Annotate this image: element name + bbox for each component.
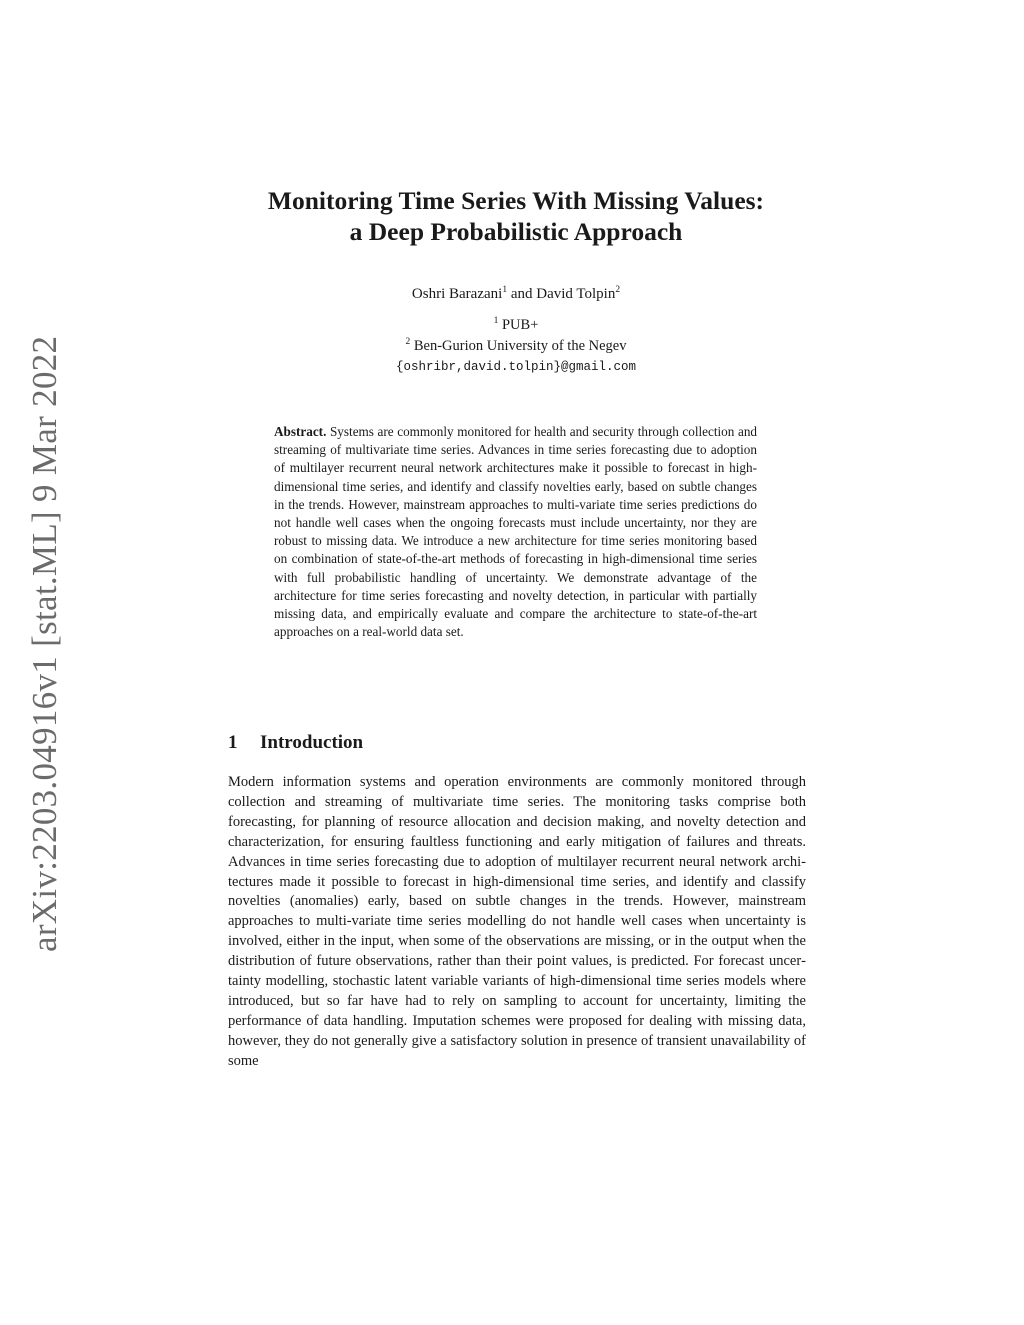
title-line-1: Monitoring Time Series With Missing Values: xyxy=(267,186,765,215)
author-name: David Tolpin xyxy=(536,286,616,302)
abstract-text: Systems are commonly monitored for health and security through collection and streaming of multivariate time series. Advances in time series forecasting due to adoption of multilayer recurrent neural network architectures make it possible to forecast in high-dimensional time series, and identify and classify novelties early, based on subtle changes in the trends. However, mainstream approaches to multi-variate time series predictions do not handle well cases when the ongoing forecasts must include uncertainty, nor they are robust to missing data. We introduce a new architecture for time series monitoring based on combination of state-of-the-art methods of forecasting in high-dimensional time series with full probabilistic handling of uncertainty. We demonstrate advantage of the architecture for time series forecasting and novelty detection, in particular with partially missing data, and empirically evaluate and compare the architecture to state-of-the-art approaches on a real-world data set. xyxy=(274,424,758,640)
author-name: Oshri Barazani xyxy=(411,286,503,302)
affiliation-block xyxy=(226,316,806,377)
title-line-2: a Deep Probabilistic Approach xyxy=(349,217,683,246)
contact-email: {oshribr,david.tolpin}@gmail.com xyxy=(395,360,637,374)
affiliation-mark: 1 xyxy=(502,285,508,295)
affiliation-mark: 1 xyxy=(493,316,499,326)
author-connector: and xyxy=(507,286,537,302)
affiliation-name: Ben-Gurion University of the Negev xyxy=(410,338,627,354)
affiliation-line xyxy=(226,337,806,358)
affiliation-line xyxy=(226,316,806,337)
section-number: 1 xyxy=(228,732,238,753)
section-heading xyxy=(228,731,808,755)
author-list xyxy=(226,284,806,306)
abstract xyxy=(274,423,757,641)
arxiv-identifier-stamp: arXiv:2203.04916v1 [stat.ML] 9 Mar 2022 xyxy=(25,335,64,952)
affiliation-name: PUB+ xyxy=(498,317,539,333)
paper-title xyxy=(226,185,806,247)
abstract-label: Abstract. xyxy=(274,424,327,439)
affiliation-mark: 2 xyxy=(405,337,411,347)
affiliation-mark: 2 xyxy=(615,285,621,295)
section-title: Introduction xyxy=(260,732,364,753)
introduction-paragraph: Modern information systems and operation environments are commonly monitored through collection and streaming of multivariate time series. The monitoring tasks comprise both forecasting, for planning of resource allocation and decision making, and novelty detection and characterization, for ensuring faultless functioning and early mitigation of failures and threats. Advances in time series forecasting due to adoption of multilayer recurrent neural network architectures made it possible to forecast in high-dimensional time series, and identify and classify novelties (anomalies) early, based on subtle changes in the trends. However, mainstream approaches to multi-variate time series modelling do not handle well cases when uncertainty is involved, either in the input, when some of the observations are missing, or in the output when the distribution of future observations, rather than their point values, is predicted. For forecast uncertainty modelling, stochastic latent variable variants of high-dimensional time series models where introduced, but so far have had to rely on sampling to account for uncertainty, limiting the performance of data handling. Imputation schemes were proposed for dealing with missing data, however, they do not generally give a satisfactory solution in presence of transient unavailability of some xyxy=(228,774,806,1069)
